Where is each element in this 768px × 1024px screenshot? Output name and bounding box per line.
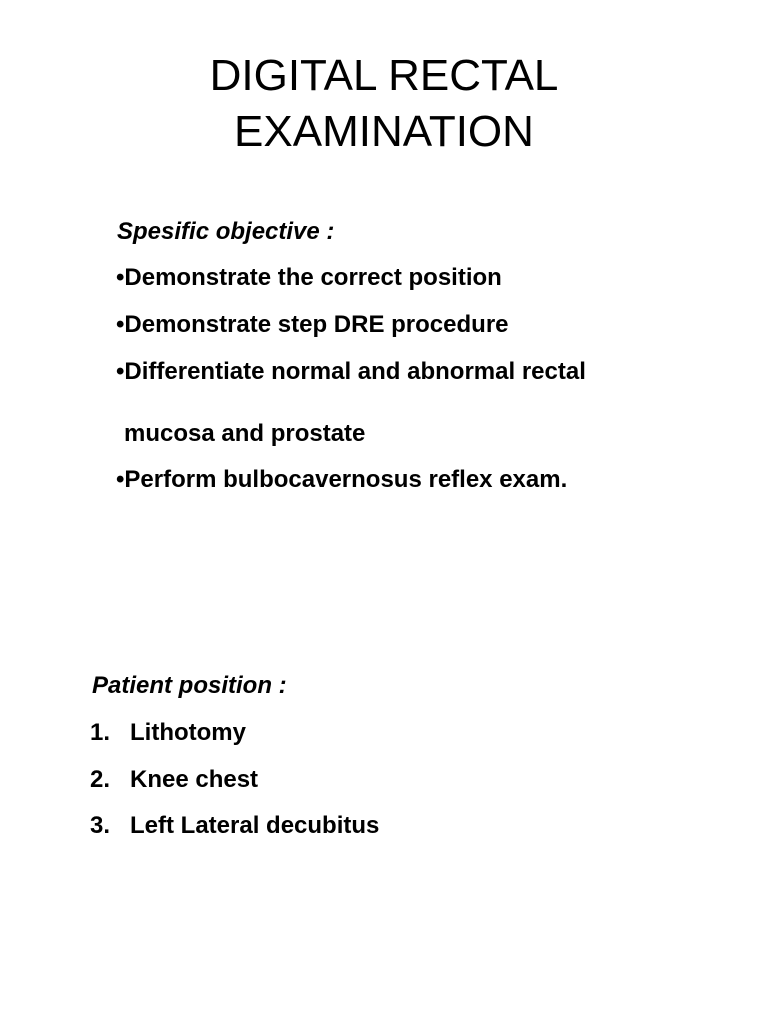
position-text: Lithotomy <box>130 719 246 746</box>
bullet-icon: • <box>116 466 125 493</box>
position-item <box>90 768 258 792</box>
position-number: 3. <box>90 812 111 839</box>
patient-position-heading: Patient position : <box>92 672 287 699</box>
page-title-line-2: EXAMINATION <box>234 107 534 156</box>
objective-item <box>116 313 509 337</box>
objective-heading: Spesific objective : <box>117 218 335 245</box>
position-number: 2. <box>90 766 111 793</box>
objective-text: Perform bulbocavernosus reflex exam. <box>124 466 568 493</box>
bullet-icon: • <box>116 311 125 338</box>
objective-item <box>116 266 502 290</box>
objective-text: Differentiate normal and abnormal rectal <box>124 358 586 385</box>
position-item <box>90 721 246 745</box>
page-title-line-1: DIGITAL RECTAL <box>209 51 559 100</box>
objective-item <box>116 468 567 492</box>
position-text: Left Lateral decubitus <box>130 812 380 839</box>
position-number: 1. <box>90 719 111 746</box>
bullet-icon: • <box>116 264 125 291</box>
bullet-icon: • <box>116 358 125 385</box>
position-item <box>90 814 379 838</box>
objective-text: mucosa and prostate <box>124 420 366 447</box>
objective-item-continuation <box>124 422 365 446</box>
objective-text: Demonstrate the correct position <box>124 264 502 291</box>
position-text: Knee chest <box>130 766 259 793</box>
objective-item <box>116 360 586 384</box>
objective-text: Demonstrate step DRE procedure <box>124 311 509 338</box>
